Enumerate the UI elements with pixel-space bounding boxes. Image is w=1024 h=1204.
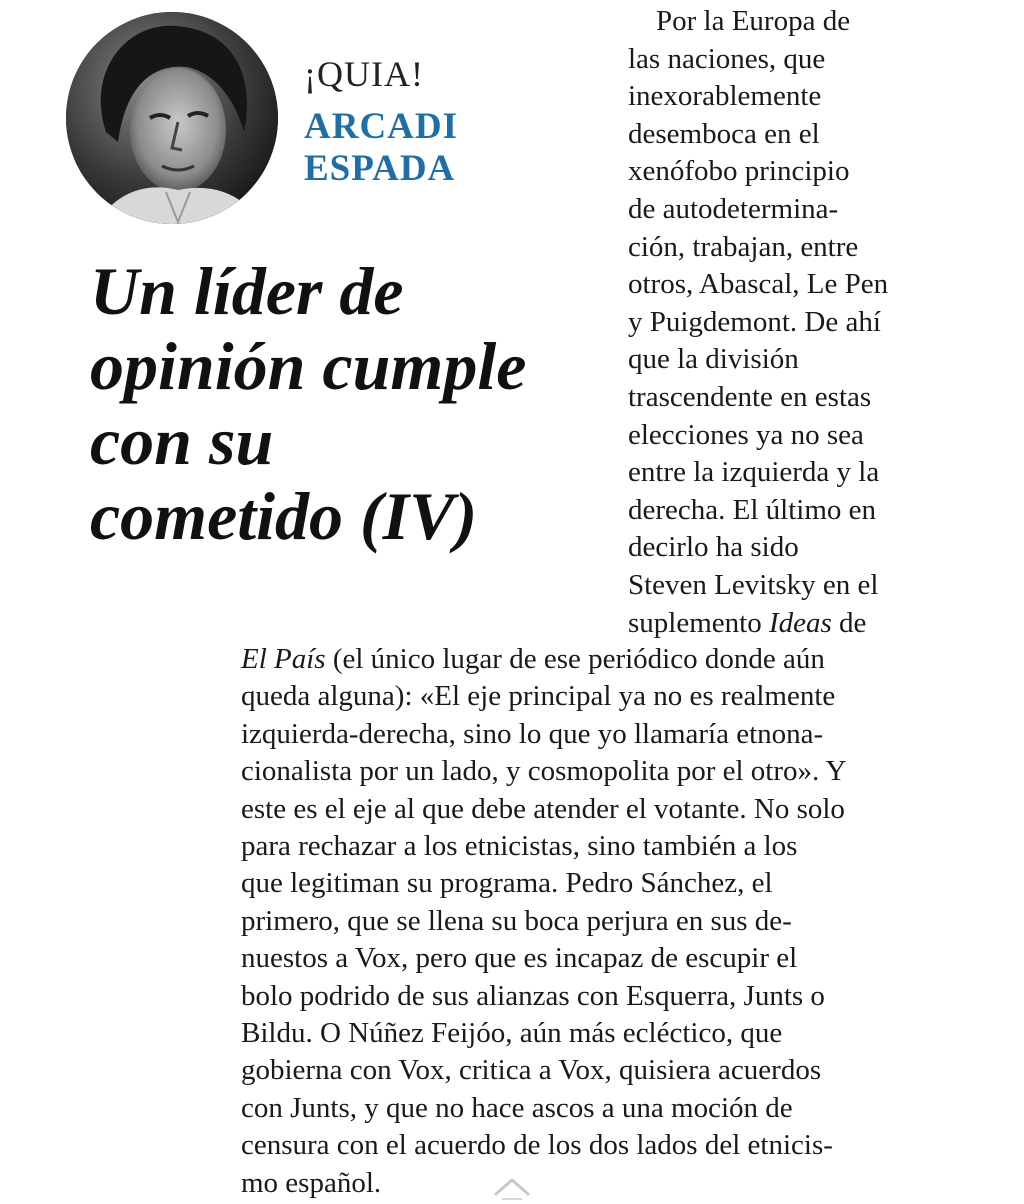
author-portrait (66, 12, 278, 224)
ideas-title: Ideas (768, 606, 832, 639)
body-line: para rechazar a los etnicistas, sino también a los (241, 830, 798, 863)
body-line: censura con el acuerdo de los dos lados del etnicis- (241, 1129, 833, 1162)
suplemento-suffix: de (831, 606, 867, 639)
body-line: entre la izquierda y la (628, 456, 880, 489)
body-line: nuestos a Vox, pero que es incapaz de escupir el (241, 942, 798, 975)
body-line: izquierda-derecha, sino lo que yo llamaría etnona- (241, 717, 824, 750)
body-line: bolo podrido de sus alianzas con Esquerra, Junts o (241, 979, 825, 1012)
body-line: Steven Levitsky en el (628, 568, 879, 601)
headline-line: Un líder de (90, 253, 404, 329)
column-section-label: ¡QUIA! (304, 54, 424, 94)
body-line: otros, Abascal, Le Pen (628, 268, 889, 301)
body-line: con Junts, y que no hace ascos a una moción de (241, 1091, 793, 1124)
body-line: xenófobo principio (628, 155, 850, 188)
body-line: decirlo ha sido (628, 531, 799, 564)
body-line: ción, trabajan, entre (628, 230, 859, 263)
body-line: Bildu. O Núñez Feijóo, aún más ecléctico, que (241, 1017, 783, 1050)
body-line-suplemento (628, 605, 928, 643)
body-wide-column (241, 641, 921, 1202)
el-pais-title: El País (241, 643, 326, 675)
body-line: que legitiman su programa. Pedro Sánchez, el (241, 867, 773, 900)
suplemento-prefix: suplemento (628, 606, 769, 639)
body-line: cionalista por un lado, y cosmopolita por el otro». Y (241, 755, 847, 788)
headline-line: con su (90, 403, 274, 479)
author-name (304, 106, 458, 190)
body-line: gobierna con Vox, critica a Vox, quisiera acuerdos (241, 1054, 822, 1087)
body-line: que la división (628, 343, 799, 376)
body-line-elpais (241, 641, 921, 678)
body-line: Por la Europa de (656, 5, 851, 37)
body-line: inexorablemente (628, 80, 822, 113)
body-line: y Puigdemont. De ahí (628, 305, 881, 338)
body-line: de autodetermina- (628, 192, 839, 225)
body-line: mo español. (241, 1166, 382, 1199)
headline-line: opinión cumple (90, 328, 527, 404)
chevron-up-icon[interactable] (488, 1172, 536, 1200)
body-line: las naciones, que (628, 42, 826, 75)
body-line: este es el eje al que debe atender el votante. No solo (241, 792, 845, 825)
article-headline (90, 254, 610, 554)
body-right-column (628, 3, 928, 642)
elpais-rest: (el único lugar de ese periódico donde aún (325, 643, 825, 675)
author-last-name: ESPADA (304, 148, 456, 189)
body-line: elecciones ya no sea (628, 418, 864, 451)
author-first-name: ARCADI (304, 106, 458, 147)
body-line: queda alguna): «El eje principal ya no es realmente (241, 680, 836, 713)
body-line: derecha. El último en (628, 493, 877, 526)
body-line: desemboca en el (628, 117, 820, 150)
body-line: trascendente en estas (628, 380, 872, 413)
headline-line: cometido (IV) (90, 478, 478, 554)
body-line: primero, que se llena su boca perjura en sus de- (241, 904, 792, 937)
